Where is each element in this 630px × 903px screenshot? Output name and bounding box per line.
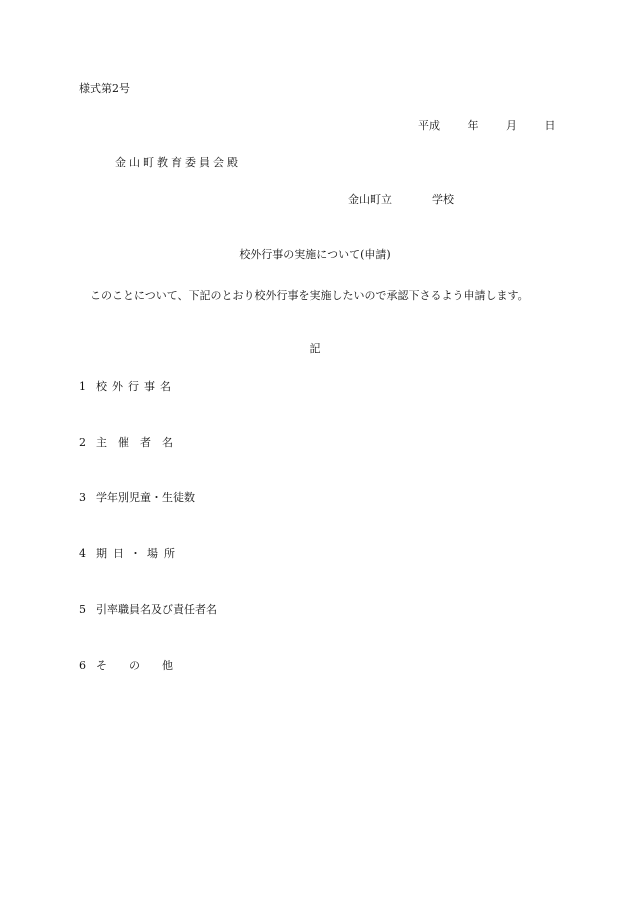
item-number: 6 [79,659,86,672]
list-item-date-place [79,548,181,559]
form-number: 様式第2号 [79,82,130,95]
item-label: 校外行事名 [96,380,176,393]
date-month: 月 [506,119,517,132]
sender-school: 学校 [432,193,454,206]
addressee: 金山町教育委員会殿 [115,156,241,169]
item-label: 学年別児童・生徒数 [96,491,195,504]
sender [348,194,454,205]
date-year: 年 [467,119,479,132]
item-number: 2 [79,436,86,449]
list-item-organizer [79,437,184,448]
sender-prefix: 金山町立 [348,193,392,206]
date-day: 日 [544,119,556,132]
body-text: このことについて、下記のとおり校外行事を実施したいので承認下さるよう申請します。 [90,289,529,302]
list-item-other [79,660,195,671]
item-number: 1 [79,380,86,393]
date-line [418,120,556,131]
item-label: 期日・場所 [96,547,181,560]
list-item-staff [79,604,217,615]
item-number: 3 [79,491,86,504]
item-number: 5 [79,603,86,616]
list-item-student-count [79,492,195,503]
list-item-event-name [79,381,176,392]
item-label: 引率職員名及び責任者名 [96,603,217,616]
item-label: 主催者名 [96,436,184,449]
ki-heading: 記 [309,342,321,355]
document-title: 校外行事の実施について(申請) [239,248,391,261]
item-number: 4 [79,547,86,560]
item-label: その他 [96,659,195,672]
date-era: 平成 [418,119,440,132]
